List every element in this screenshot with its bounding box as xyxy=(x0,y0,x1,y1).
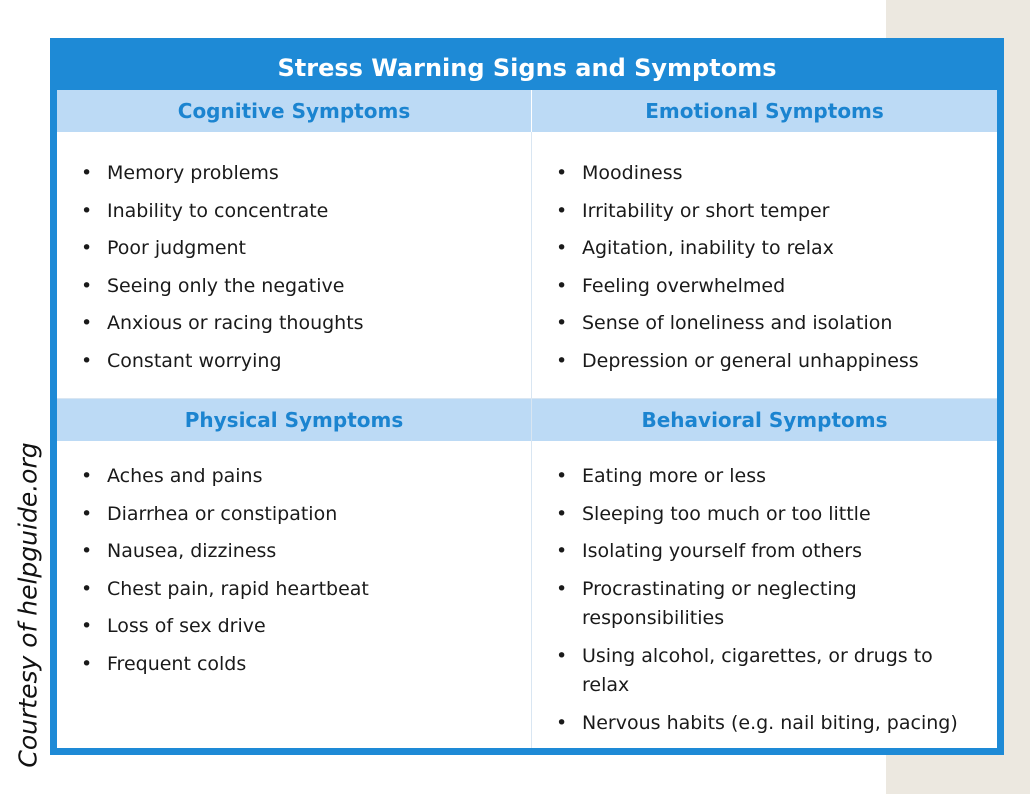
behavioral-list xyxy=(532,462,962,746)
list-item: • Inability to concentrate xyxy=(57,197,487,227)
list-item: • Moodiness xyxy=(532,159,962,189)
bullet-icon: • xyxy=(556,312,568,334)
emotional-list xyxy=(532,159,962,384)
bullet-icon: • xyxy=(556,237,568,259)
bullet-icon: • xyxy=(81,162,93,184)
bullet-icon: • xyxy=(81,502,93,525)
emotional-header: Emotional Symptoms xyxy=(532,90,997,132)
bullet-icon: • xyxy=(556,162,568,184)
credit-text: Courtesy of helpguide.org xyxy=(13,442,43,768)
list-item: • Eating more or less xyxy=(532,462,962,492)
bullet-icon: • xyxy=(556,540,568,562)
list-item: • Aches and pains xyxy=(57,462,487,492)
bullet-icon: • xyxy=(81,312,93,334)
list-item: • Frequent colds xyxy=(57,650,487,680)
bullet-icon: • xyxy=(556,644,568,667)
list-item: • Memory problems xyxy=(57,159,487,189)
bullet-icon: • xyxy=(81,540,93,562)
list-item: • Constant worrying xyxy=(57,347,487,377)
symptoms-table xyxy=(50,38,1004,755)
cognitive-header: Cognitive Symptoms xyxy=(57,90,531,132)
bullet-icon: • xyxy=(556,274,568,297)
list-item: • Irritability or short temper xyxy=(532,197,962,227)
list-item: • Nausea, dizziness xyxy=(57,537,487,567)
cognitive-list xyxy=(57,159,487,384)
list-item: • Seeing only the negative xyxy=(57,272,487,302)
bullet-icon: • xyxy=(556,502,568,525)
list-item: • Sense of loneliness and isolation xyxy=(532,309,962,339)
list-item: • Using alcohol, cigarettes, or drugs to relax xyxy=(532,642,962,701)
list-item: • Chest pain, rapid heartbeat xyxy=(57,575,487,605)
list-item: • Loss of sex drive xyxy=(57,612,487,642)
bullet-icon: • xyxy=(556,577,568,600)
physical-list xyxy=(57,462,487,687)
bullet-icon: • xyxy=(81,615,93,637)
bullet-icon: • xyxy=(81,237,93,259)
bullet-icon: • xyxy=(81,199,93,222)
list-item: • Sleeping too much or too little xyxy=(532,500,962,530)
list-item: • Isolating yourself from others xyxy=(532,537,962,567)
table-title: Stress Warning Signs and Symptoms xyxy=(57,45,997,90)
bullet-icon: • xyxy=(556,465,568,487)
physical-header: Physical Symptoms xyxy=(57,399,531,441)
bullet-icon: • xyxy=(556,349,568,372)
list-item: • Depression or general unhappiness xyxy=(532,347,962,377)
list-item: • Anxious or racing thoughts xyxy=(57,309,487,339)
list-item: • Procrastinating or neglecting responsibilities xyxy=(532,575,962,634)
list-item: • Agitation, inability to relax xyxy=(532,234,962,264)
bullet-icon: • xyxy=(556,711,568,734)
list-item: • Poor judgment xyxy=(57,234,487,264)
bullet-icon: • xyxy=(81,349,93,372)
list-item: • Nervous habits (e.g. nail biting, pacing) xyxy=(532,709,962,739)
bullet-icon: • xyxy=(81,465,93,487)
bullet-icon: • xyxy=(81,274,93,297)
bullet-icon: • xyxy=(81,652,93,675)
list-item: • Feeling overwhelmed xyxy=(532,272,962,302)
list-item: • Diarrhea or constipation xyxy=(57,500,487,530)
behavioral-header: Behavioral Symptoms xyxy=(532,399,997,441)
bullet-icon: • xyxy=(556,199,568,222)
bullet-icon: • xyxy=(81,577,93,600)
